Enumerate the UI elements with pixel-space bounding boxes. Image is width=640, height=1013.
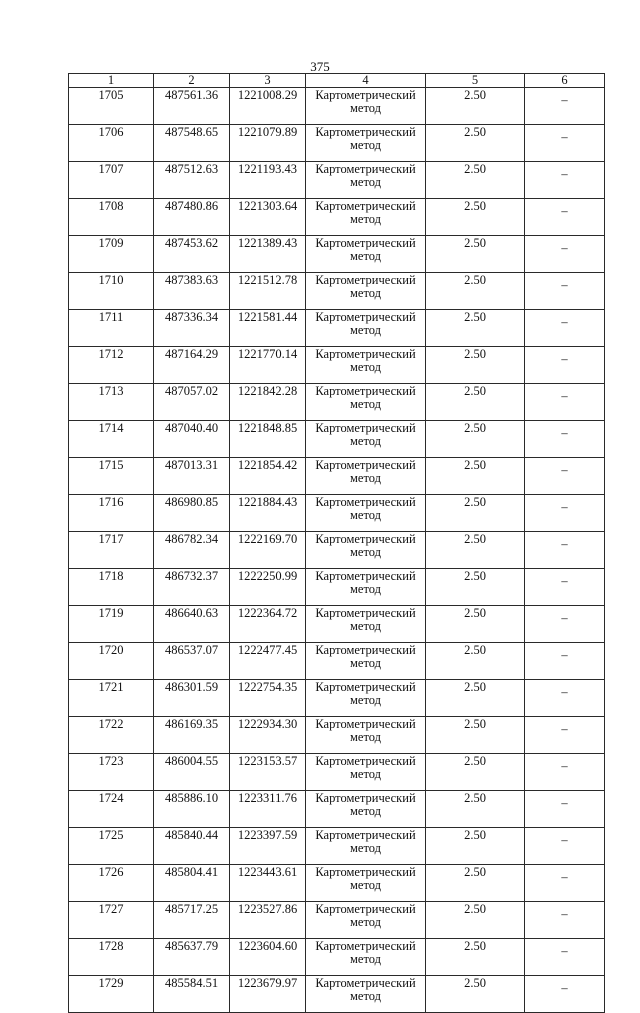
accuracy-cell: 2.50 [426,828,525,865]
x-coordinate-cell: 487383.63 [154,273,230,310]
point-number-cell: 1727 [69,902,154,939]
y-coordinate-cell: 1223153.57 [230,754,306,791]
method-line-2: метод [349,693,381,707]
note-cell: – [525,717,605,754]
y-coordinate-cell: 1221854.42 [230,458,306,495]
method-line-2: метод [349,508,381,522]
note-cell: – [525,347,605,384]
x-coordinate-cell: 486732.37 [154,569,230,606]
method-cell [306,791,426,828]
point-number-cell: 1721 [69,680,154,717]
accuracy-cell: 2.50 [426,643,525,680]
point-number-cell: 1706 [69,125,154,162]
accuracy-cell: 2.50 [426,976,525,1013]
accuracy-cell: 2.50 [426,273,525,310]
coordinates-table [68,73,605,1013]
table-row [69,828,605,865]
column-header-2: 2 [154,74,230,88]
y-coordinate-cell: 1221303.64 [230,199,306,236]
method-line-1: Картометрический [315,717,416,731]
point-number-cell: 1716 [69,495,154,532]
note-cell: – [525,458,605,495]
table-row [69,717,605,754]
table-row [69,458,605,495]
method-cell [306,717,426,754]
method-line-2: метод [349,397,381,411]
method-line-1: Картометрический [315,569,416,583]
point-number-cell: 1717 [69,532,154,569]
column-header-5: 5 [426,74,525,88]
x-coordinate-cell: 487512.63 [154,162,230,199]
accuracy-cell: 2.50 [426,199,525,236]
y-coordinate-cell: 1222250.99 [230,569,306,606]
method-cell [306,458,426,495]
method-line-1: Картометрический [315,828,416,842]
point-number-cell: 1710 [69,273,154,310]
table-row [69,643,605,680]
accuracy-cell: 2.50 [426,421,525,458]
y-coordinate-cell: 1221193.43 [230,162,306,199]
table-row [69,273,605,310]
table-row [69,384,605,421]
point-number-cell: 1719 [69,606,154,643]
method-line-1: Картометрический [315,199,416,213]
method-cell [306,236,426,273]
y-coordinate-cell: 1223604.60 [230,939,306,976]
method-line-2: метод [349,767,381,781]
note-cell: – [525,125,605,162]
x-coordinate-cell: 487013.31 [154,458,230,495]
method-cell [306,902,426,939]
table-row [69,236,605,273]
method-line-2: метод [349,841,381,855]
accuracy-cell: 2.50 [426,310,525,347]
table-row [69,88,605,125]
method-line-2: метод [349,249,381,263]
table-row [69,902,605,939]
method-cell [306,199,426,236]
column-header-1: 1 [69,74,154,88]
x-coordinate-cell: 486640.63 [154,606,230,643]
method-line-2: метод [349,286,381,300]
y-coordinate-cell: 1222754.35 [230,680,306,717]
table-row [69,865,605,902]
point-number-cell: 1718 [69,569,154,606]
y-coordinate-cell: 1221389.43 [230,236,306,273]
note-cell: – [525,754,605,791]
method-line-2: метод [349,804,381,818]
method-line-2: метод [349,582,381,596]
accuracy-cell: 2.50 [426,458,525,495]
note-cell: – [525,532,605,569]
method-line-2: метод [349,138,381,152]
method-cell [306,606,426,643]
accuracy-cell: 2.50 [426,865,525,902]
point-number-cell: 1712 [69,347,154,384]
x-coordinate-cell: 485804.41 [154,865,230,902]
table-row [69,495,605,532]
method-cell [306,273,426,310]
method-line-2: метод [349,952,381,966]
page-number: 375 [310,59,330,74]
method-line-1: Картометрический [315,384,416,398]
accuracy-cell: 2.50 [426,384,525,421]
point-number-cell: 1723 [69,754,154,791]
point-number-cell: 1711 [69,310,154,347]
x-coordinate-cell: 486169.35 [154,717,230,754]
table-row [69,347,605,384]
table-row [69,199,605,236]
note-cell: – [525,162,605,199]
accuracy-cell: 2.50 [426,902,525,939]
method-line-2: метод [349,619,381,633]
method-cell [306,865,426,902]
method-line-2: метод [349,175,381,189]
note-cell: – [525,939,605,976]
y-coordinate-cell: 1221884.43 [230,495,306,532]
x-coordinate-cell: 486537.07 [154,643,230,680]
x-coordinate-cell: 487561.36 [154,88,230,125]
method-cell [306,569,426,606]
accuracy-cell: 2.50 [426,125,525,162]
x-coordinate-cell: 486301.59 [154,680,230,717]
note-cell: – [525,643,605,680]
method-line-1: Картометрический [315,88,416,102]
x-coordinate-cell: 487040.40 [154,421,230,458]
table-row [69,310,605,347]
method-cell [306,976,426,1013]
y-coordinate-cell: 1223397.59 [230,828,306,865]
y-coordinate-cell: 1221581.44 [230,310,306,347]
point-number-cell: 1705 [69,88,154,125]
method-cell [306,384,426,421]
note-cell: – [525,273,605,310]
method-line-2: метод [349,212,381,226]
method-line-1: Картометрический [315,791,416,805]
method-line-1: Картометрический [315,643,416,657]
method-cell [306,495,426,532]
point-number-cell: 1729 [69,976,154,1013]
method-cell [306,421,426,458]
method-cell [306,643,426,680]
x-coordinate-cell: 485886.10 [154,791,230,828]
method-line-1: Картометрический [315,125,416,139]
method-line-1: Картометрический [315,495,416,509]
point-number-cell: 1714 [69,421,154,458]
accuracy-cell: 2.50 [426,88,525,125]
accuracy-cell: 2.50 [426,532,525,569]
method-line-2: метод [349,989,381,1003]
y-coordinate-cell: 1221842.28 [230,384,306,421]
x-coordinate-cell: 486782.34 [154,532,230,569]
method-cell [306,310,426,347]
point-number-cell: 1725 [69,828,154,865]
method-cell [306,347,426,384]
x-coordinate-cell: 485717.25 [154,902,230,939]
point-number-cell: 1726 [69,865,154,902]
point-number-cell: 1715 [69,458,154,495]
table-row [69,791,605,828]
accuracy-cell: 2.50 [426,162,525,199]
y-coordinate-cell: 1222477.45 [230,643,306,680]
note-cell: – [525,680,605,717]
y-coordinate-cell: 1223679.97 [230,976,306,1013]
method-line-2: метод [349,471,381,485]
note-cell: – [525,606,605,643]
x-coordinate-cell: 485840.44 [154,828,230,865]
method-cell [306,532,426,569]
table-row [69,532,605,569]
y-coordinate-cell: 1221512.78 [230,273,306,310]
accuracy-cell: 2.50 [426,495,525,532]
note-cell: – [525,828,605,865]
y-coordinate-cell: 1222169.70 [230,532,306,569]
method-line-1: Картометрический [315,162,416,176]
note-cell: – [525,495,605,532]
method-line-1: Картометрический [315,606,416,620]
accuracy-cell: 2.50 [426,939,525,976]
column-header-3: 3 [230,74,306,88]
table-row [69,939,605,976]
y-coordinate-cell: 1222934.30 [230,717,306,754]
note-cell: – [525,865,605,902]
x-coordinate-cell: 485637.79 [154,939,230,976]
point-number-cell: 1713 [69,384,154,421]
column-header-6: 6 [525,74,605,88]
method-line-1: Картометрический [315,680,416,694]
note-cell: – [525,902,605,939]
method-cell [306,828,426,865]
header-row [69,74,605,88]
method-cell [306,88,426,125]
note-cell: – [525,88,605,125]
y-coordinate-cell: 1223311.76 [230,791,306,828]
x-coordinate-cell: 486980.85 [154,495,230,532]
x-coordinate-cell: 485584.51 [154,976,230,1013]
method-line-1: Картометрический [315,532,416,546]
point-number-cell: 1707 [69,162,154,199]
method-line-1: Картометрический [315,865,416,879]
accuracy-cell: 2.50 [426,236,525,273]
method-line-1: Картометрический [315,347,416,361]
method-line-1: Картометрический [315,754,416,768]
table-row [69,976,605,1013]
method-cell [306,680,426,717]
method-line-1: Картометрический [315,458,416,472]
point-number-cell: 1709 [69,236,154,273]
note-cell: – [525,421,605,458]
method-line-2: метод [349,545,381,559]
note-cell: – [525,236,605,273]
table-row [69,606,605,643]
note-cell: – [525,976,605,1013]
method-line-2: метод [349,323,381,337]
method-line-1: Картометрический [315,902,416,916]
method-cell [306,754,426,791]
method-line-2: метод [349,878,381,892]
accuracy-cell: 2.50 [426,347,525,384]
note-cell: – [525,569,605,606]
method-line-1: Картометрический [315,421,416,435]
table-row [69,754,605,791]
point-number-cell: 1708 [69,199,154,236]
x-coordinate-cell: 487453.62 [154,236,230,273]
x-coordinate-cell: 487480.86 [154,199,230,236]
method-cell [306,125,426,162]
y-coordinate-cell: 1221008.29 [230,88,306,125]
y-coordinate-cell: 1223443.61 [230,865,306,902]
accuracy-cell: 2.50 [426,680,525,717]
x-coordinate-cell: 486004.55 [154,754,230,791]
y-coordinate-cell: 1221848.85 [230,421,306,458]
y-coordinate-cell: 1221079.89 [230,125,306,162]
note-cell: – [525,384,605,421]
x-coordinate-cell: 487336.34 [154,310,230,347]
method-line-1: Картометрический [315,310,416,324]
accuracy-cell: 2.50 [426,754,525,791]
method-line-2: метод [349,656,381,670]
point-number-cell: 1720 [69,643,154,680]
point-number-cell: 1722 [69,717,154,754]
y-coordinate-cell: 1223527.86 [230,902,306,939]
method-line-1: Картометрический [315,273,416,287]
x-coordinate-cell: 487164.29 [154,347,230,384]
x-coordinate-cell: 487548.65 [154,125,230,162]
y-coordinate-cell: 1222364.72 [230,606,306,643]
method-cell [306,939,426,976]
method-line-1: Картометрический [315,236,416,250]
method-line-2: метод [349,730,381,744]
x-coordinate-cell: 487057.02 [154,384,230,421]
table-row [69,162,605,199]
point-number-cell: 1728 [69,939,154,976]
y-coordinate-cell: 1221770.14 [230,347,306,384]
accuracy-cell: 2.50 [426,606,525,643]
accuracy-cell: 2.50 [426,791,525,828]
note-cell: – [525,791,605,828]
method-line-1: Картометрический [315,976,416,990]
method-line-1: Картометрический [315,939,416,953]
method-line-2: метод [349,360,381,374]
column-header-4: 4 [306,74,426,88]
note-cell: – [525,310,605,347]
method-line-2: метод [349,434,381,448]
method-line-2: метод [349,101,381,115]
method-line-2: метод [349,915,381,929]
method-cell [306,162,426,199]
accuracy-cell: 2.50 [426,717,525,754]
table-row [69,680,605,717]
note-cell: – [525,199,605,236]
table-row [69,125,605,162]
accuracy-cell: 2.50 [426,569,525,606]
point-number-cell: 1724 [69,791,154,828]
table-row [69,569,605,606]
table-body [69,74,605,1013]
table-row [69,421,605,458]
